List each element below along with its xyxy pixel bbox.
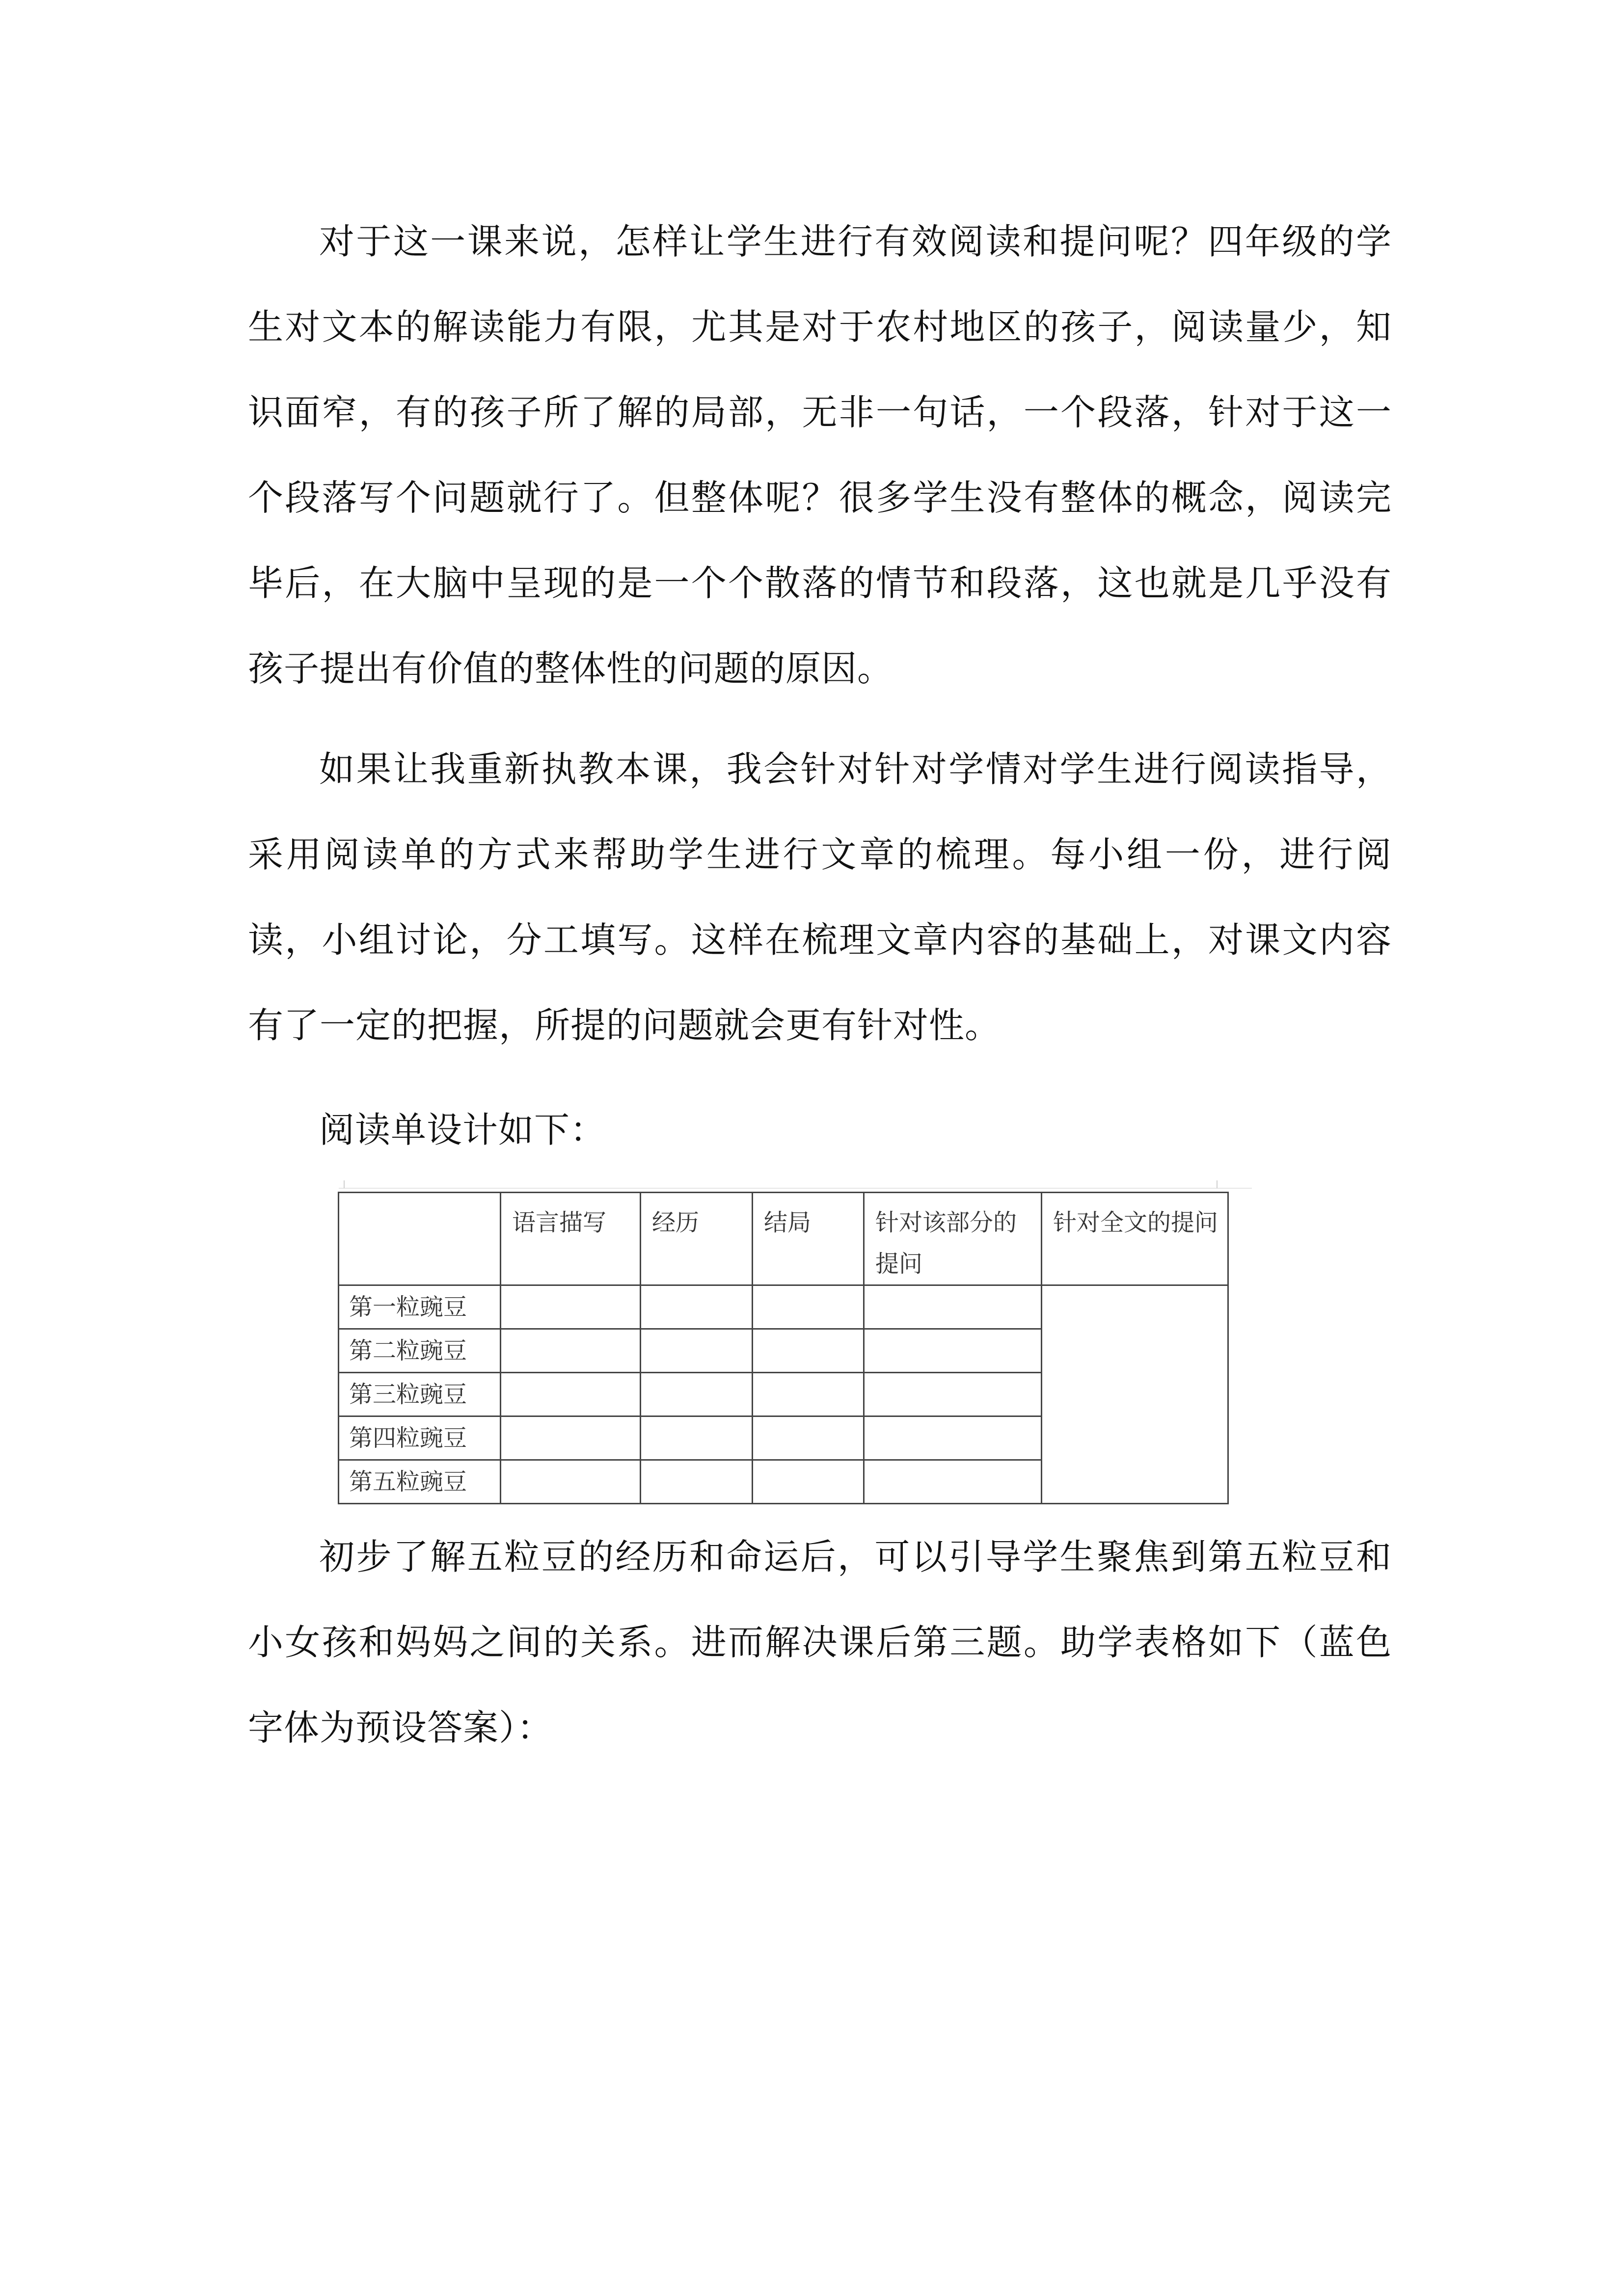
paragraph-2: 如果让我重新执教本课，我会针对针对学情对学生进行阅读指导，采用阅读单的方式来帮助学生进行文章的梳理。每小组一份，进行阅读，小组讨论，分工填写。这样在梳理文章内容的基础上，对课文内容有了一定的把握，所提的问题就会更有针对性。 bbox=[248, 748, 1392, 1046]
table-left-tick bbox=[344, 1180, 345, 1188]
paragraph-4: 初步了解五粒豆的经历和命运后，可以引导学生聚焦到第五粒豆和小女孩和妈妈之间的关系。进而解决课后第三题。助学表格如下（蓝色字体为预设答案）： bbox=[248, 1536, 1392, 1748]
table-cell bbox=[753, 1416, 864, 1460]
reading-sheet-table bbox=[338, 1192, 1229, 1504]
table-cell bbox=[501, 1285, 641, 1329]
table-cell bbox=[641, 1460, 753, 1504]
table-row bbox=[339, 1285, 1228, 1329]
table-cell bbox=[864, 1416, 1042, 1460]
table-cell bbox=[753, 1373, 864, 1416]
whole-text-question-cell bbox=[1042, 1285, 1228, 1504]
table-cell bbox=[864, 1373, 1042, 1416]
header-cell-whole-question: 针对全文的提问 bbox=[1042, 1193, 1228, 1285]
table-cell bbox=[864, 1329, 1042, 1373]
table-cell bbox=[753, 1460, 864, 1504]
paragraph-3: 阅读单设计如下： bbox=[319, 1109, 606, 1150]
table-cell bbox=[753, 1285, 864, 1329]
table-cell bbox=[501, 1460, 641, 1504]
table-cell bbox=[864, 1460, 1042, 1504]
table-cell bbox=[501, 1416, 641, 1460]
row-label-pea-5: 第五粒豌豆 bbox=[339, 1460, 501, 1504]
paragraph-1: 对于这一课来说，怎样让学生进行有效阅读和提问呢？四年级的学生对文本的解读能力有限，尤其是对于农村地区的孩子，阅读量少，知识面窄，有的孩子所了解的局部，无非一句话，一个段落，针对于这一个段落写个问题就行了。但整体呢？很多学生没有整体的概念，阅读完毕后，在大脑中呈现的是一个个散落的情节和段落，这也就是几乎没有孩子提出有价值的整体性的问题的原因。 bbox=[248, 221, 1392, 689]
table-cell bbox=[753, 1329, 864, 1373]
row-label-pea-1: 第一粒豌豆 bbox=[339, 1285, 501, 1329]
table-top-rule bbox=[339, 1188, 1252, 1189]
table-cell bbox=[641, 1373, 753, 1416]
row-label-pea-3: 第三粒豌豆 bbox=[339, 1373, 501, 1416]
table-cell bbox=[501, 1373, 641, 1416]
table-cell bbox=[501, 1329, 641, 1373]
row-label-pea-2: 第二粒豌豆 bbox=[339, 1329, 501, 1373]
header-cell-experience: 经历 bbox=[641, 1193, 753, 1285]
table-cell bbox=[864, 1285, 1042, 1329]
table-right-tick bbox=[1217, 1180, 1218, 1188]
header-cell-language: 语言描写 bbox=[501, 1193, 641, 1285]
table-cell bbox=[641, 1329, 753, 1373]
header-cell-blank bbox=[339, 1193, 501, 1285]
table-header-row bbox=[339, 1193, 1228, 1285]
header-cell-part-question: 针对该部分的提问 bbox=[864, 1193, 1042, 1285]
table-cell bbox=[641, 1416, 753, 1460]
header-cell-ending: 结局 bbox=[753, 1193, 864, 1285]
table-cell bbox=[641, 1285, 753, 1329]
row-label-pea-4: 第四粒豌豆 bbox=[339, 1416, 501, 1460]
